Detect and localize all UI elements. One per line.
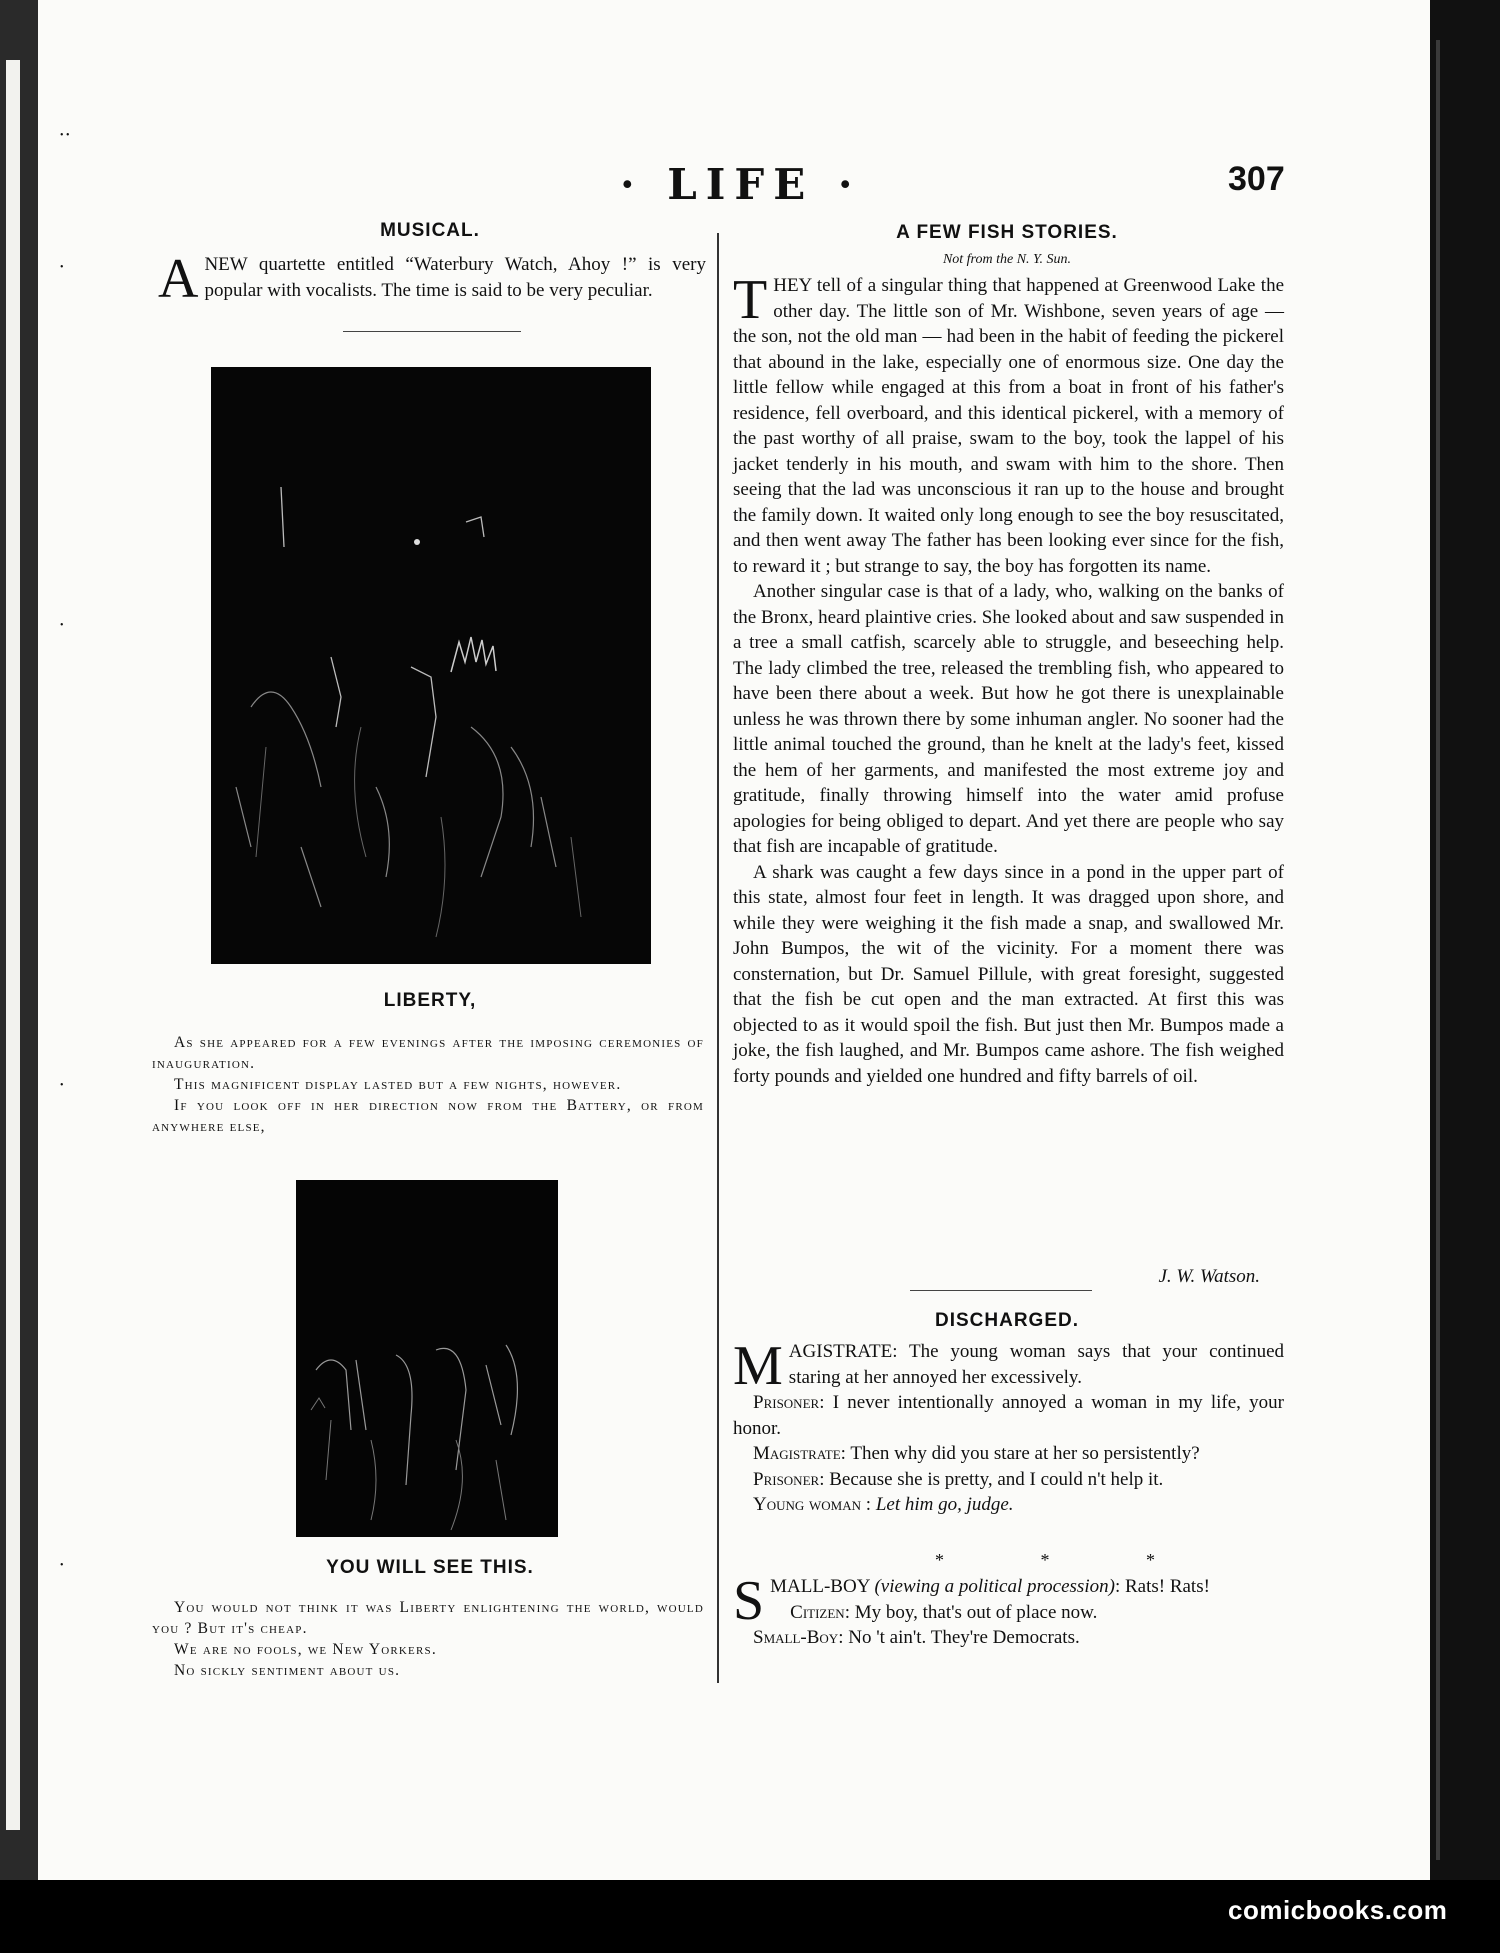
right-page-edge [1430, 0, 1500, 1880]
fish-paragraph-2: Another singular case is that of a lady, who, walking on the banks of the Bronx, heard plaintive cries. She looked about and saw suspended in a tree a small catfish, scarcely able to struggle, and beseeching help. The lady climbed the tree, released the trembling fish, who appeared to have been there about a week. But how he got there is unexplainable unless he was thrown there by some inhuman angler. No sooner had the little animal touched the ground, than he knelt at the lady's feet, kissed the hem of her garments, and manifested the most extreme joy and gratitude, finally throwing himself into the water amid profuse apologies for being obliged to depart. And yet there are people who say that fish are incapable of gratitude. [733, 581, 1284, 857]
site-watermark: comicbooks.com [1228, 1895, 1448, 1925]
discharged-heading: DISCHARGED. [934, 1310, 1079, 1331]
liberty-dark-illustration [296, 1180, 558, 1537]
dialogue-text: : The young woman says that your continued staring at her annoyed her excessively. [788, 1341, 1284, 1388]
drop-cap: A [158, 248, 199, 310]
section-rule [910, 1290, 1092, 1291]
column-divider [717, 233, 719, 1683]
section-stars: * * * [935, 1550, 1201, 1570]
binding-dots: • [60, 620, 64, 631]
small-boy-dialogue [733, 1570, 1284, 1651]
caption-line: No sickly sentiment about us. [174, 1662, 401, 1679]
speaker: AGISTRATE [788, 1341, 893, 1362]
speaker: Citizen [790, 1601, 845, 1623]
author-signature: J. W. Watson. [1158, 1266, 1260, 1287]
liberty-heading: LIBERTY, [383, 990, 477, 1011]
speaker: Prisoner [753, 1468, 820, 1490]
discharged-dialogue: MAGISTRATE: The young woman says that your continued staring at her annoyed her excessively. Prisoner: I never intentionally annoyed a woman in my life, your honor. Magistrate: Then why did you stare at her so persistently? Prisoner: Because she is pretty, and I could n't help it. Young woman : Let him go, judge. [733, 1335, 1284, 1515]
caption-line: This magnificent display lasted but a few nights, however. [174, 1076, 622, 1093]
speaker: Prisoner [753, 1392, 820, 1413]
dialogue-text: : I never intentionally annoyed a woman in my life, your honor. [733, 1392, 1284, 1439]
drop-cap: T [733, 269, 768, 331]
stage-direction: (viewing a political procession) [874, 1576, 1115, 1597]
fish-stories-article [733, 269, 1284, 1089]
see-this-caption [152, 1597, 704, 1681]
caption-line: If you look off in her direction now from the Battery, or from anywhere else, [152, 1097, 704, 1135]
page-number: 307 [1228, 160, 1285, 198]
speaker: MALL-BOY [770, 1576, 870, 1597]
see-this-heading: YOU WILL SEE THIS. [326, 1557, 534, 1578]
liberty-illumination-illustration [211, 367, 651, 964]
masthead-title: · LIFE · [620, 160, 862, 209]
musical-heading: MUSICAL. [380, 220, 480, 241]
dialogue-text: : My boy, that's out of place now. [844, 1601, 1098, 1623]
drop-cap: M [733, 1335, 783, 1397]
musical-text: NEW quartette entitled “Waterbury Watch, Ahoy !” is very popular with vocalists. The time is said to be very peculiar. [204, 254, 706, 301]
section-rule [343, 331, 521, 332]
caption-line: As she appeared for a few evenings after the imposing ceremonies of inauguration. [152, 1034, 704, 1072]
binding-dots: • • [60, 130, 70, 141]
dialogue-text: : No 't ain't. They're Democrats. [838, 1627, 1080, 1648]
dialogue-text: : Then why did you stare at her so persistently? [840, 1443, 1200, 1464]
dialogue-text: : Rats! Rats! [1114, 1576, 1210, 1597]
fish-stories-heading: A FEW FISH STORIES. [896, 222, 1118, 243]
dialogue-text: : Because she is pretty, and I could n't help it. [819, 1468, 1164, 1490]
speaker: Small-Boy [753, 1627, 839, 1648]
speaker: Magistrate [753, 1443, 841, 1464]
caption-line: We are no fools, we New Yorkers. [174, 1641, 437, 1658]
drop-cap: S [733, 1570, 765, 1632]
fish-paragraph-3: A shark was caught a few days since in a pond in the upper part of this state, almost four feet in length. It was dragged upon shore, and while they were weighing it the fish made a snap, and swallowed Mr. John Bumpos, the wit of the vicinity. For a moment there was consternation, but Dr. Samuel Pillule, with great foresight, suggested that the fish be cut open and the man extracted. At first this was objected to as it would spoil the fish. But just then Mr. Bumpos made a joke, the fish laughed, and Mr. Bumpos came ashore. The fish weighed forty pounds and yielded one hundred and fifty barrels of oil. [733, 861, 1284, 1087]
binding-dots: • [60, 1080, 64, 1091]
musical-article [158, 248, 706, 310]
binding-dots: • [60, 262, 64, 273]
caption-line: You would not think it was Liberty enlightening the world, would you ? But it's cheap. [152, 1599, 704, 1637]
dialogue-text: Let him go, judge. [875, 1494, 1014, 1515]
fish-paragraph-1: HEY tell of a singular thing that happened at Greenwood Lake the other day. The little son of Mr. Wishbone, seven years of age — the son, not the old man — had been in the habit of feeding the pickerel that abound in the lake, especially one of enormous size. One day the little fellow while engaged at this from a boat in front of his father's residence, fell overboard, and this identical pickerel, with a memory of the past worthy of all praise, swam to the boy, took the lappel of his jacket tenderly in his mouth, and swam with him to the shore. Then seeing that the lad was unconscious it ran up to the house and brought the family down. It waited only long enough to see the boy resuscitated, and then went away The father has been looking ever since for the fish, to reward it ; but strange to say, the boy has forgotten its name. [733, 275, 1284, 577]
liberty-caption [152, 1032, 704, 1137]
binding-dots: • [60, 1560, 64, 1571]
left-page-edge [0, 0, 38, 1880]
speaker: Young woman [753, 1494, 862, 1515]
fish-stories-subtitle: Not from the N. Y. Sun. [942, 252, 1072, 267]
